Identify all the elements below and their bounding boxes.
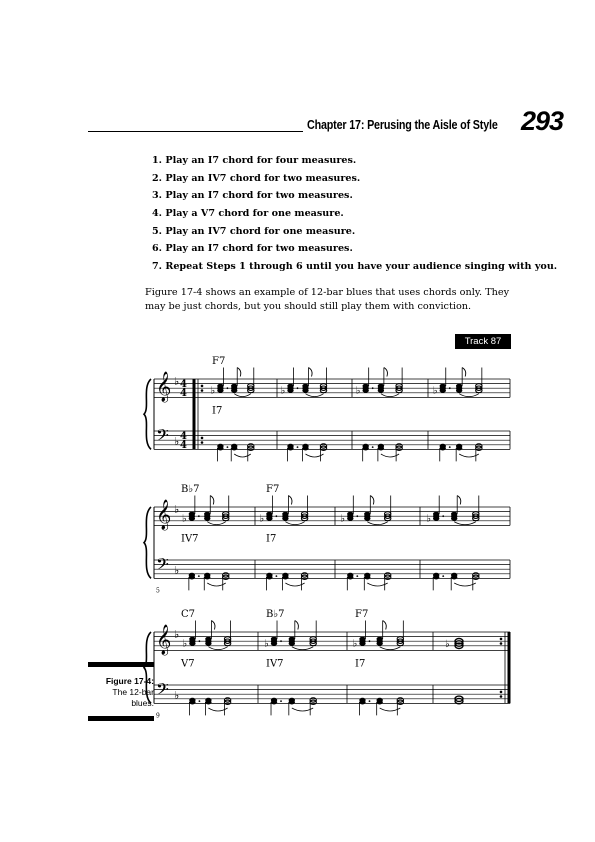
time-signature-top: 4 [180,431,187,442]
repeat-dot [500,691,503,694]
roman-numeral: I7 [212,405,223,417]
flat-icon: ♭ [174,564,180,577]
time-signature-bottom: 4 [180,440,187,451]
time-signature-bottom: 4 [180,388,187,399]
roman-numeral: V7 [181,658,195,670]
flat-icon: ♭ [352,638,358,650]
augmentation-dot [227,387,229,389]
step-item: 2. Play an IV7 chord for two measures. [152,172,361,184]
augmentation-dot [297,387,299,389]
chord-note [204,516,210,520]
chord-note [266,516,272,520]
staff-lines [144,379,510,703]
eighth-flag [211,621,215,630]
step-item: 3. Play an I7 chord for two measures. [152,190,353,202]
tie [454,522,476,525]
tie [285,522,304,525]
chord-note [456,388,462,392]
chord-symbol: F7 [266,484,280,495]
brace-icon [144,507,151,578]
eighth-flag [457,496,461,505]
augmentation-dot [356,515,358,517]
roman-numeral: I7 [266,533,277,545]
treble-clef-icon: 𝄞 [156,372,172,402]
bass-note [456,446,462,450]
flat-icon: ♭ [174,435,180,448]
flat-icon: ♭ [174,375,180,388]
bass-note [359,700,365,704]
augmentation-dot [227,446,229,448]
tie [292,647,313,650]
bass-clef-icon: 𝄢 [156,425,169,449]
roman-numeral: IV7 [266,658,284,670]
chord-note [433,516,439,520]
tie [306,394,324,397]
time-signature-top: 4 [180,379,187,390]
repeat-dot [201,385,204,388]
augmentation-dot [449,446,451,448]
chord-note [364,516,370,520]
tie [459,394,479,397]
eighth-flag [309,368,313,377]
augmentation-dot [198,575,200,577]
tie [381,394,399,397]
chord-symbol: F7 [355,609,369,620]
chord-note [302,388,308,392]
tie [207,522,225,525]
chord-note [189,516,195,520]
flat-icon: ♭ [445,639,450,651]
eighth-flag [295,621,299,630]
flat-icon: ♭ [210,385,216,397]
augmentation-dot [442,515,444,517]
bass-note [189,575,195,579]
chord-note [287,388,293,392]
measure-number: 9 [156,712,160,720]
augmentation-dot [276,575,278,577]
chord-note [347,516,353,520]
step-item: 6. Play an I7 chord for two measures. [152,243,353,255]
chord-symbol: C7 [181,609,196,620]
flat-icon: ♭ [432,385,438,397]
figure-caption-text: The 12-bar blues. [112,687,154,708]
step-item: 7. Repeat Steps 1 through 6 until you have your audience singing with you. [152,261,558,273]
chord-note [289,641,295,645]
bass-note [451,575,457,579]
bass-note [378,446,384,450]
bass-note [189,700,195,704]
augmentation-dot [280,700,282,702]
repeat-dot [500,638,503,641]
flat-icon: ♭ [259,513,265,525]
chapter-title: Chapter 17: Perusing the Aisle of Style [307,118,498,132]
bass-clef-icon: 𝄢 [156,554,169,578]
page-number: 293 [521,106,564,136]
tie [208,647,227,650]
flat-icon: ♭ [426,513,431,525]
flat-icon: ♭ [174,628,180,641]
augmentation-dot [276,515,278,517]
bass-note [302,446,308,450]
chord-note [359,641,365,645]
chord-note [231,388,237,392]
eighth-flag [462,368,466,377]
augmentation-dot [369,640,371,642]
measure-number: 5 [156,587,160,595]
augmentation-dot [356,575,358,577]
step-item: 5. Play an IV7 chord for one measure. [152,225,356,237]
augmentation-dot [372,387,374,389]
chord-note [189,641,195,645]
augmentation-dot [280,640,282,642]
bass-note [205,700,211,704]
augmentation-dot [199,700,201,702]
bass-note [433,575,439,579]
tie [380,647,401,650]
bass-note [376,700,382,704]
tie [234,454,251,457]
eighth-flag [237,368,241,377]
figure-label: Figure 17-4: [105,676,154,686]
augmentation-dot [198,515,200,517]
bass-note [289,700,295,704]
eighth-flag [210,496,214,505]
bass-clef-icon: 𝄢 [156,679,169,703]
repeat-dot [201,437,204,440]
repeat-dot [201,389,204,392]
chord-note [205,641,211,645]
augmentation-dot [369,700,371,702]
brace-icon [144,379,151,449]
augmentation-dot [372,446,374,448]
tie [367,522,387,525]
flat-icon: ♭ [355,385,361,397]
bass-note [271,700,277,704]
chord-note [440,388,446,392]
flat-icon: ♭ [280,385,286,397]
eighth-flag [288,496,292,505]
bass-note [440,446,446,450]
treble-clef-icon: 𝄞 [156,500,172,530]
chord-symbol: F7 [212,356,226,367]
augmentation-dot [199,640,201,642]
chord-note [282,516,288,520]
augmentation-dot [297,446,299,448]
track-badge: Track 87 [455,334,511,349]
bass-note [347,575,353,579]
treble-clef-icon: 𝄞 [156,625,172,655]
bass-note [282,575,288,579]
repeat-dot [500,695,503,698]
eighth-flag [383,621,387,630]
flat-icon: ♭ [174,503,180,516]
figure-rule-top [88,662,154,667]
bass-note [217,446,223,450]
repeat-dot [201,441,204,444]
eighth-flag [370,496,374,505]
roman-numeral: I7 [355,658,366,670]
bass-note [266,575,272,579]
bass-note [204,575,210,579]
chord-note [376,641,382,645]
flat-icon: ♭ [264,638,269,650]
figure-rule-bottom [88,716,154,721]
chord-notes [189,368,503,716]
chord-note [451,516,457,520]
bass-note [231,446,237,450]
roman-numeral: IV7 [181,533,199,545]
figure-caption [88,676,154,709]
body-paragraph: Figure 17-4 shows an example of 12-bar blues that uses chords only. They may be just chords, but you should still play them with conviction. [145,287,510,312]
flat-icon: ♭ [182,638,188,650]
tie [234,394,251,397]
flat-icon: ♭ [340,513,346,525]
bass-note [287,446,293,450]
chord-note [217,388,223,392]
augmentation-dot [449,387,451,389]
chord-symbol: B♭7 [181,484,200,495]
chord-symbol: B♭7 [266,609,285,620]
chord-note [378,388,384,392]
flat-icon: ♭ [181,513,187,525]
repeat-dot [500,642,503,645]
step-item: 1. Play an I7 chord for four measures. [152,155,357,166]
bass-note [362,446,368,450]
bass-note [364,575,370,579]
eighth-flag [384,368,388,377]
chord-note [271,641,277,645]
flat-icon: ♭ [174,689,180,702]
augmentation-dot [442,575,444,577]
step-item: 4. Play a V7 chord for one measure. [152,208,344,220]
chord-note [362,388,368,392]
score-labels [156,356,450,719]
